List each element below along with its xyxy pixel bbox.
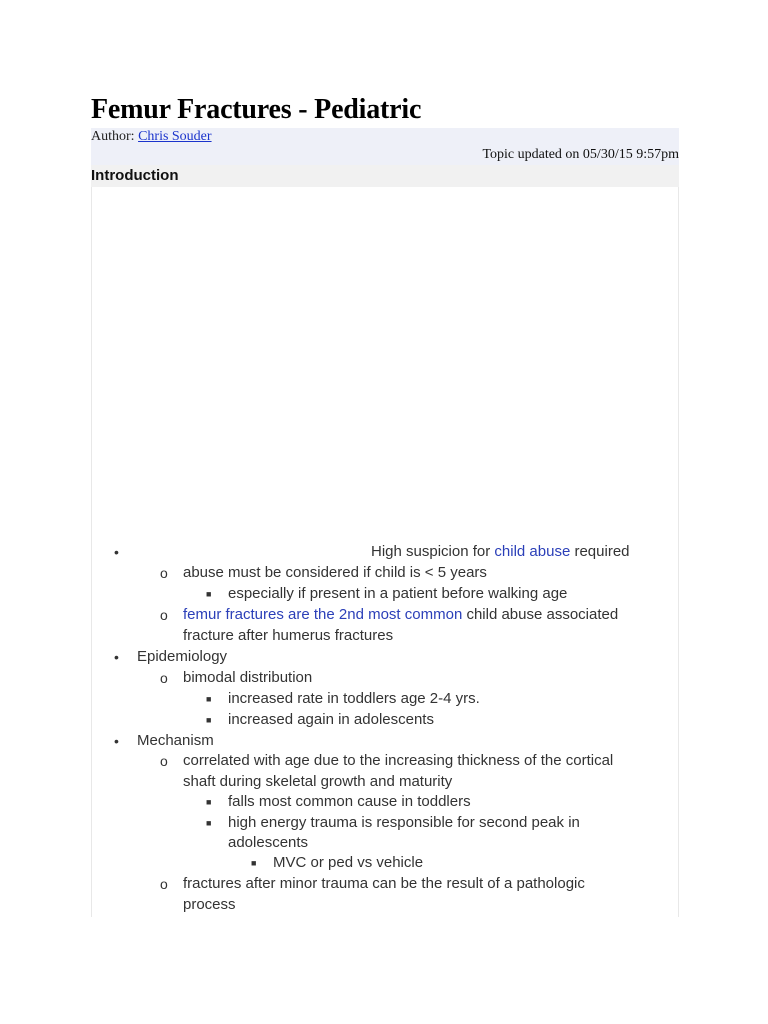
section-title: Introduction — [91, 167, 179, 184]
list-item: high energy trauma is responsible for second peak in — [228, 814, 580, 831]
list-item: increased rate in toddlers age 2-4 yrs. — [228, 690, 480, 707]
bullet-l10: o — [160, 753, 168, 769]
author-line — [91, 129, 212, 145]
list-item: bimodal distribution — [183, 669, 313, 686]
bullet-l7: ■ — [206, 694, 212, 704]
bullet-l5: • — [114, 649, 119, 665]
bullet-l13: ■ — [251, 858, 257, 868]
femur-fracture-link[interactable]: femur fractures are the 2nd most common — [183, 606, 463, 623]
bullet-l6: o — [160, 670, 168, 686]
list-item: High suspicion for child abuse required — [371, 543, 630, 560]
page-title: Femur Fractures - Pediatric — [91, 94, 422, 125]
list-item: correlated with age due to the increasing thickness of the cortical — [183, 752, 614, 769]
topic-updated: Topic updated on 05/30/15 9:57pm — [482, 147, 679, 162]
section-header — [91, 165, 679, 187]
list-item: femur fractures are the 2nd most common child abuse associated — [183, 606, 619, 623]
list-item: Mechanism — [137, 732, 214, 749]
author-link[interactable]: Chris Souder — [138, 129, 212, 144]
content-frame — [91, 187, 679, 917]
list-item: fractures after minor trauma can be the result of a pathologic — [183, 875, 585, 892]
bullet-l8: ■ — [206, 715, 212, 725]
bullet-l1: • — [114, 544, 119, 560]
bullet-l9: • — [114, 733, 119, 749]
bullet-l3: ■ — [206, 589, 212, 599]
bullet-l2: o — [160, 565, 168, 581]
list-item: especially if present in a patient before walking age — [228, 585, 568, 602]
bullet-l11: ■ — [206, 797, 212, 807]
list-item: MVC or ped vs vehicle — [273, 854, 424, 871]
list-item-cont: fracture after humerus fractures — [183, 627, 394, 644]
list-item-cont: process — [183, 896, 236, 913]
bullet-l14: o — [160, 876, 168, 892]
list-item: Epidemiology — [137, 648, 228, 665]
list-item-cont: shaft during skeletal growth and maturity — [183, 773, 453, 790]
list-item: abuse must be considered if child is < 5 years — [183, 564, 487, 581]
bullet-l4: o — [160, 607, 168, 623]
child-abuse-link[interactable]: child abuse — [494, 543, 571, 560]
list-item-cont: adolescents — [228, 834, 309, 851]
bullet-l12: ■ — [206, 818, 212, 828]
author-label: Author: — [91, 129, 135, 144]
list-item: falls most common cause in toddlers — [228, 793, 471, 810]
list-item: increased again in adolescents — [228, 711, 434, 728]
